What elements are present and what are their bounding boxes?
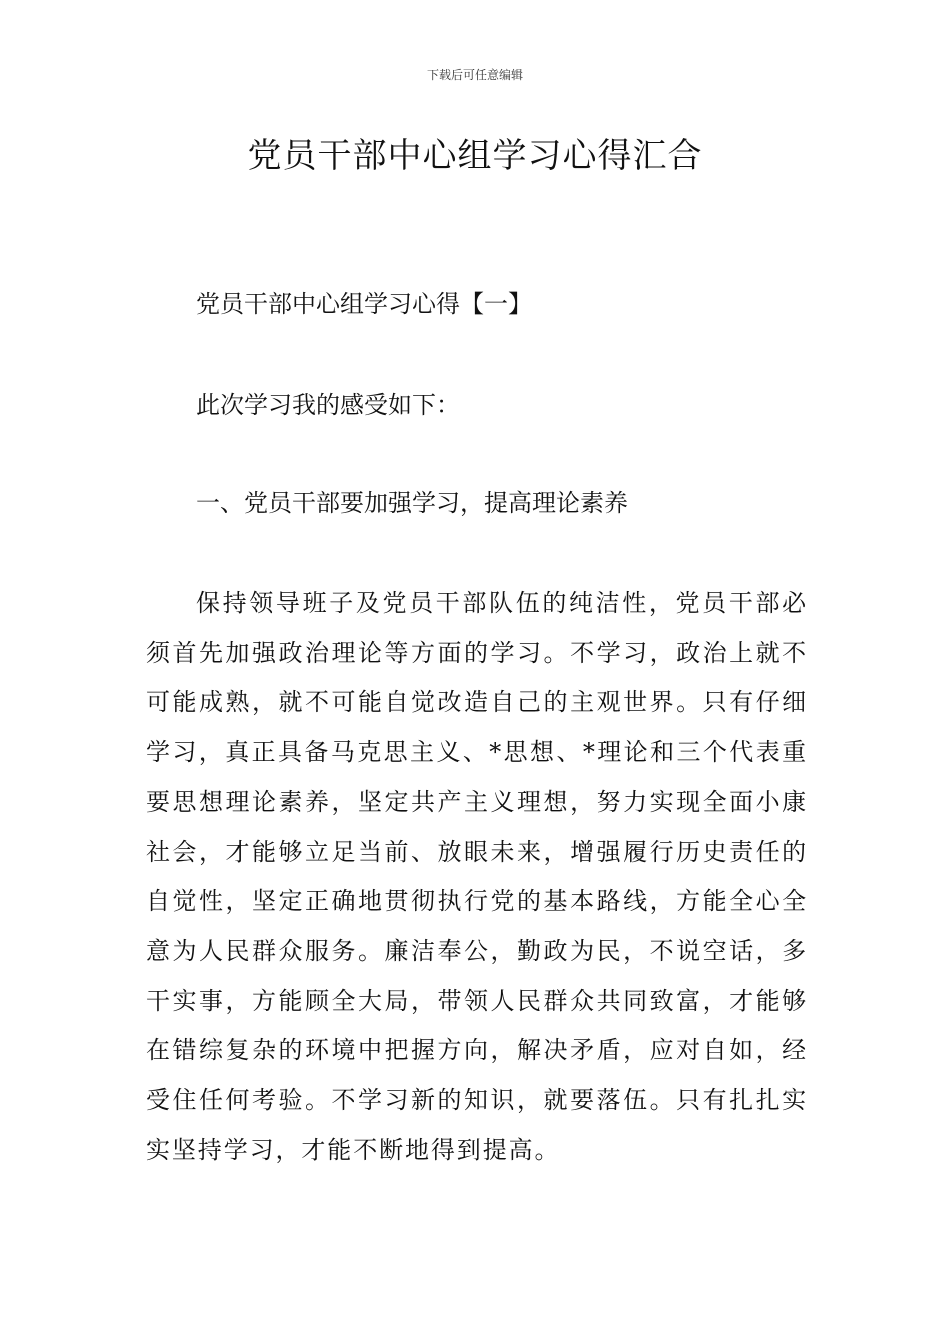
intro-line: 此次学习我的感受如下： [196, 391, 460, 419]
document-title: 党员干部中心组学习心得汇合 [247, 136, 703, 176]
body-paragraph: 保持领导班子及党员干部队伍的纯洁性，党员干部必须首先加强政治理论等方面的学习。不学习，政治上就不可能成熟，就不可能自觉改造自己的主观世界。只有仔细学习，真正具备马克思主义、*思想、*理论和三个代表重要思想理论素养，坚定共产主义理想，努力实现全面小康社会，才能够立足当前、放眼未来，增强履行历史责任的自觉性，坚定正确地贯彻执行党的基本路线，方能全心全意为人民群众服务。廉洁奉公，勤政为民，不说空话，多干实事，方能顾全大局，带领人民群众共同致富，才能够在错综复杂的环境中把握方向，解决矛盾，应对自如，经受住任何考验。不学习新的知识，就要落伍。只有扎扎实实坚持学习，才能不断地得到提高。 [146, 589, 808, 1164]
section-heading: 一、党员干部要加强学习，提高理论素养 [196, 489, 628, 517]
subheading: 党员干部中心组学习心得【一】 [196, 290, 532, 318]
header-note: 下载后可任意编辑 [426, 68, 523, 82]
